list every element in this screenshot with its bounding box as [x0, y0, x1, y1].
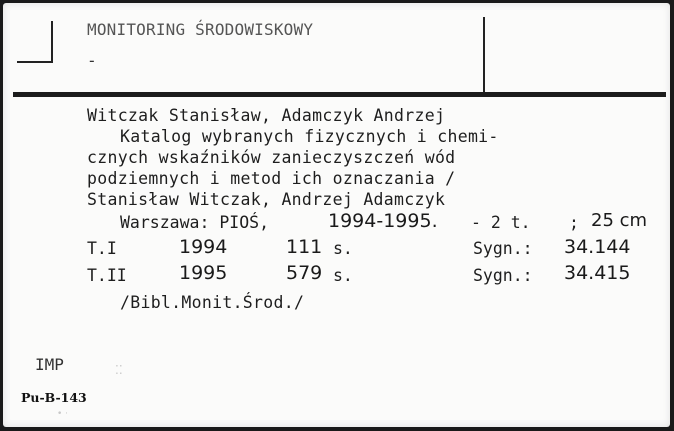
- title-line-4: Stanisław Witczak, Andrzej Adamczyk: [87, 190, 446, 209]
- collection-note: /Bibl.Monit.Środ./: [120, 293, 305, 312]
- volume-year: 1994: [179, 236, 228, 258]
- corner-bracket-vertical: [51, 21, 53, 63]
- volume-year: 1995: [179, 262, 228, 284]
- header-right-rule: [483, 17, 485, 95]
- physical-size: 25 cm: [591, 210, 648, 231]
- authors-line: Witczak Stanisław, Adamczyk Andrzej: [87, 106, 446, 125]
- title-line-3: podziemnych i metod ich oznaczania /: [87, 169, 456, 188]
- shelfmark-label: Sygn.:: [473, 266, 533, 285]
- imprint-place: Warszawa: PIOŚ,: [120, 213, 270, 232]
- title-line-1: Katalog wybranych fizycznych i chemi-: [120, 127, 499, 146]
- volume-pages: 111: [286, 236, 323, 258]
- volume-pages-unit: s.: [333, 239, 353, 258]
- title-line-2: cznych wskaźników zanieczyszczeń wód: [87, 148, 456, 167]
- imp-mark: IMP: [35, 355, 64, 374]
- header-divider: [13, 92, 666, 97]
- shelfmark-value: 34.144: [564, 236, 631, 258]
- subject-heading: MONITORING ŚRODOWISKOWY: [87, 20, 314, 39]
- corner-bracket-horizontal: [17, 61, 53, 63]
- subject-subline: -: [87, 51, 97, 70]
- inventory-stamp: Pu-B-143: [21, 390, 87, 405]
- shelfmark-value: 34.415: [564, 262, 631, 284]
- volume-label: T.II: [87, 266, 127, 285]
- volume-pages-unit: s.: [333, 266, 353, 285]
- catalog-card: [3, 3, 670, 427]
- volume-count: - 2 t.: [471, 213, 531, 232]
- volume-pages: 579: [286, 262, 323, 284]
- size-separator: ;: [569, 213, 579, 232]
- imprint-years: 1994-1995.: [328, 210, 438, 232]
- shelfmark-label: Sygn.:: [473, 239, 533, 258]
- faint-mark: ⁚⁚: [115, 363, 123, 377]
- volume-label: T.I: [87, 239, 117, 258]
- faint-mark: • ·: [57, 409, 69, 419]
